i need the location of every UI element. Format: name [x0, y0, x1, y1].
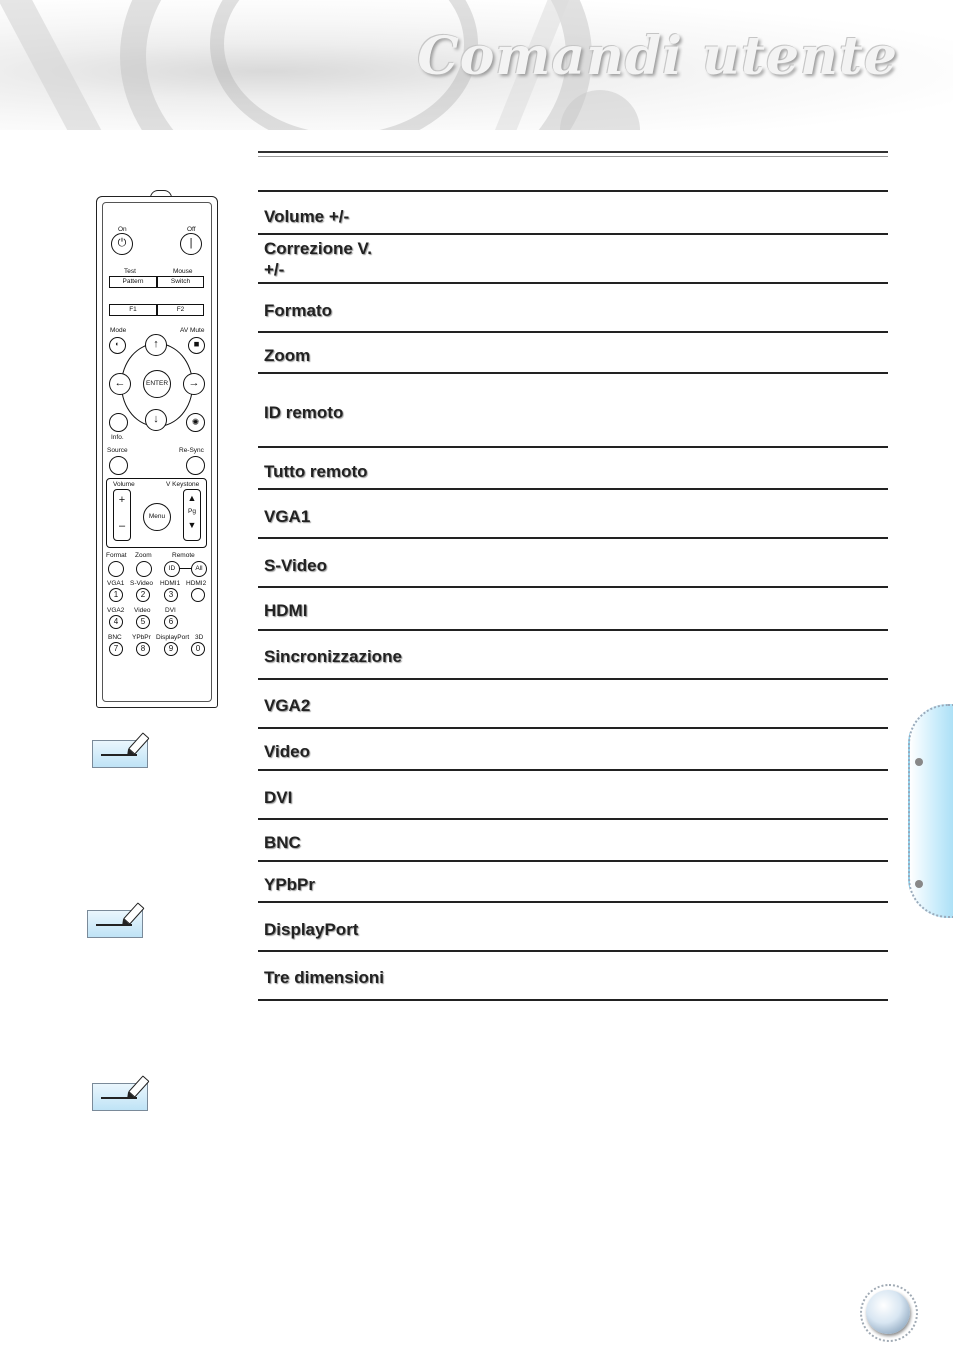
top-rule [258, 151, 888, 157]
note-pencil-icon [87, 910, 143, 938]
arrow-up-icon: ↑ [153, 338, 159, 350]
f2-button: F2 [157, 304, 204, 316]
table-row [258, 901, 888, 951]
table-row [258, 233, 888, 283]
dvi-key-label: DVI [165, 607, 176, 614]
3d-key-label: 3D [195, 634, 204, 641]
table-row [258, 372, 888, 447]
mode-button: ◐ [109, 337, 126, 354]
enter-button: ENTER [143, 370, 171, 398]
table-row [258, 678, 888, 728]
source-button [109, 456, 128, 475]
resync-button [186, 456, 205, 475]
keystone-up-icon: ▲ [187, 493, 197, 503]
zoom-label: Zoom [135, 552, 152, 559]
pg-label: Pg [188, 508, 196, 515]
key-3: 3 [164, 588, 178, 602]
mouse-label: Mouse [173, 268, 193, 275]
av-mute-button: ◼ [188, 337, 205, 354]
up-button [145, 334, 167, 356]
row-label: Sincronizzazione [264, 647, 402, 666]
table-row [258, 446, 888, 489]
key-7: 7 [109, 642, 123, 656]
source-label: Source [107, 447, 128, 454]
table-row [258, 950, 888, 1000]
table-row [258, 727, 888, 770]
vga2-key-label: VGA2 [107, 607, 125, 614]
format-label: Format [106, 552, 127, 559]
light-streak [0, 0, 113, 130]
row-label: DisplayPort [264, 920, 359, 939]
row-label: S-Video [264, 556, 327, 575]
header-banner [0, 0, 953, 130]
table-row [258, 537, 888, 587]
power-icon: ⏻ [117, 237, 127, 249]
side-tab-dot [915, 880, 923, 888]
row-label: Tre dimensioni [264, 968, 384, 987]
row-label: Tutto remoto [264, 462, 368, 481]
table-bottom-rule [258, 999, 888, 1001]
row-label-continued: +/- [264, 260, 285, 279]
hdmi1-key-label: HDMI1 [160, 580, 181, 587]
note-pencil-icon [92, 740, 148, 768]
ypbpr-key-label: YPbPr [132, 634, 151, 641]
f1-button: F1 [109, 304, 157, 316]
menu-button: Menu [143, 503, 171, 531]
bnc-key-label: BNC [108, 634, 122, 641]
table-row [258, 488, 888, 538]
right-button [183, 373, 205, 395]
svideo-key-label: S-Video [130, 580, 154, 587]
row-label: ID remoto [264, 403, 344, 422]
table-row [258, 190, 888, 234]
page-title: Comandi utente [417, 26, 898, 87]
power-off-label: Off [187, 226, 196, 233]
page-number-badge [866, 1290, 910, 1334]
key-4: 4 [109, 615, 123, 629]
key-0: 0 [191, 642, 205, 656]
vga1-key-label: VGA1 [107, 580, 125, 587]
arrow-right-icon: → [188, 377, 200, 389]
id-button: ID [164, 561, 180, 577]
row-label: VGA2 [264, 696, 311, 715]
av-mute-label: AV Mute [180, 327, 205, 334]
table-row [258, 629, 888, 679]
down-button [145, 409, 167, 431]
row-label: VGA1 [264, 507, 311, 526]
row-label: Video [264, 742, 310, 761]
row-label: HDMI [264, 601, 308, 620]
key-2: 2 [136, 588, 150, 602]
volume-label: Volume [113, 481, 135, 488]
key-hdmi2 [191, 588, 205, 602]
brightness-button: ✺ [186, 413, 205, 432]
keystone-rocker [183, 489, 201, 541]
resync-label: Re-Sync [179, 447, 204, 454]
power-on-button [111, 233, 133, 255]
test-label: Test [124, 268, 136, 275]
arrow-down-icon: ↓ [153, 413, 159, 425]
row-label: DVI [264, 788, 293, 807]
switch-button: Switch [157, 276, 204, 288]
info-label: Info. [111, 434, 124, 441]
power-off-icon: | [189, 237, 193, 249]
row-label: Formato [264, 301, 332, 320]
keystone-down-icon: ▼ [187, 520, 197, 530]
power-on-label: On [118, 226, 127, 233]
table-row [258, 282, 888, 332]
row-label: YPbPr [264, 875, 316, 894]
all-button: All [191, 561, 207, 577]
volume-plus: + [118, 494, 126, 506]
row-label: Volume +/- [264, 207, 350, 226]
row-label: Zoom [264, 346, 311, 365]
key-9: 9 [164, 642, 178, 656]
row-label: BNC [264, 833, 301, 852]
pattern-button: Pattern [109, 276, 157, 288]
format-button [108, 561, 124, 577]
key-1: 1 [109, 588, 123, 602]
arrow-left-icon: ← [114, 377, 126, 389]
table-row [258, 586, 888, 630]
key-6: 6 [164, 615, 178, 629]
video-key-label: Video [134, 607, 151, 614]
table-row [258, 818, 888, 861]
left-button [109, 373, 131, 395]
power-off-button [180, 233, 202, 255]
mode-label: Mode [110, 327, 127, 334]
remote-label: Remote [172, 552, 195, 559]
key-8: 8 [136, 642, 150, 656]
displayport-key-label: DisplayPort [156, 634, 190, 641]
table-row [258, 331, 888, 373]
table-row [258, 769, 888, 819]
vkeystone-label: V Keystone [166, 481, 200, 488]
table-row [258, 860, 888, 902]
zoom-button [136, 561, 152, 577]
hdmi2-key-label: HDMI2 [186, 580, 207, 587]
info-button [109, 413, 128, 432]
volume-minus: – [118, 520, 126, 532]
key-5: 5 [136, 615, 150, 629]
row-label: Correzione V. [264, 239, 373, 258]
side-tab-dot [915, 758, 923, 766]
volume-rocker [113, 489, 131, 541]
note-pencil-icon [92, 1083, 148, 1111]
